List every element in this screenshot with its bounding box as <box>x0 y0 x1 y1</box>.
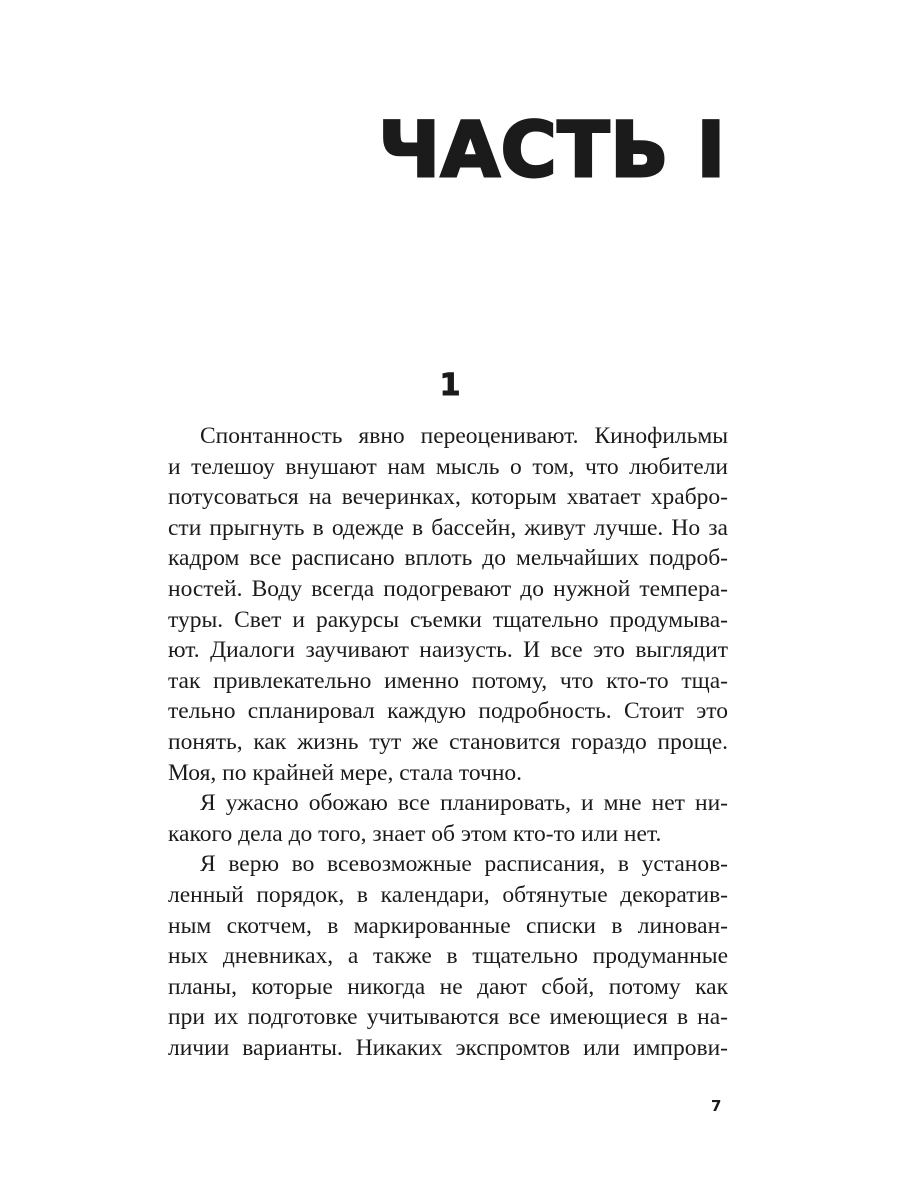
text-line: Я верю во всевозможные расписания, в установ- <box>200 851 728 878</box>
text-line: ных дневниках, а также в тщательно продуманные <box>168 943 728 970</box>
text-line: Спонтанность явно переоценивают. Кинофильмы <box>200 423 728 449</box>
text-line: планы, которые никогда не дают сбой, потому как <box>168 973 728 1000</box>
text-line: Моя, по крайней мере, стала точно. <box>168 759 523 786</box>
text-line: при их подготовке учитываются все имеющиеся в на- <box>168 1004 728 1031</box>
text-line: ным скотчем, в маркированные списки в линован- <box>168 912 728 939</box>
body-text <box>168 421 728 1063</box>
text-line: ют. Диалоги заучивают наизусть. И все это выглядит <box>168 637 728 664</box>
text-line: личии варианты. Никаких экспромтов или импрови- <box>168 1034 728 1061</box>
text-line: кадром все расписано вплоть до мельчайших подроб- <box>168 545 728 572</box>
chapter-number: 1 <box>439 368 461 403</box>
text-line: сти прыгнуть в одежде в бассейн, живут лучше. Но за <box>168 514 728 541</box>
text-line: потусоваться на вечеринках, которым хватает храбро- <box>168 484 728 511</box>
text-line: тельно спланировал каждую подробность. Стоит это <box>168 698 728 725</box>
text-line: понять, как жизнь тут же становится гораздо проще. <box>168 728 728 755</box>
text-line: какого дела до того, знает об этом кто-то или нет. <box>168 820 662 847</box>
text-line: так привлекательно именно потому, что кто-то тща- <box>168 667 728 694</box>
text-line: туры. Свет и ракурсы съемки тщательно продумыва- <box>168 606 728 633</box>
text-line: ностей. Воду всегда подогревают до нужной темпера- <box>168 575 728 602</box>
page-number: 7 <box>711 1097 722 1115</box>
text-line: Я ужасно обожаю все планировать, и мне нет ни- <box>200 790 728 817</box>
text-line: ленный порядок, в календари, обтянутые декоратив- <box>168 881 728 908</box>
part-title: ЧАСТЬ I <box>378 105 726 194</box>
text-line: и телешоу внушают нам мысль о том, что любители <box>168 453 728 480</box>
